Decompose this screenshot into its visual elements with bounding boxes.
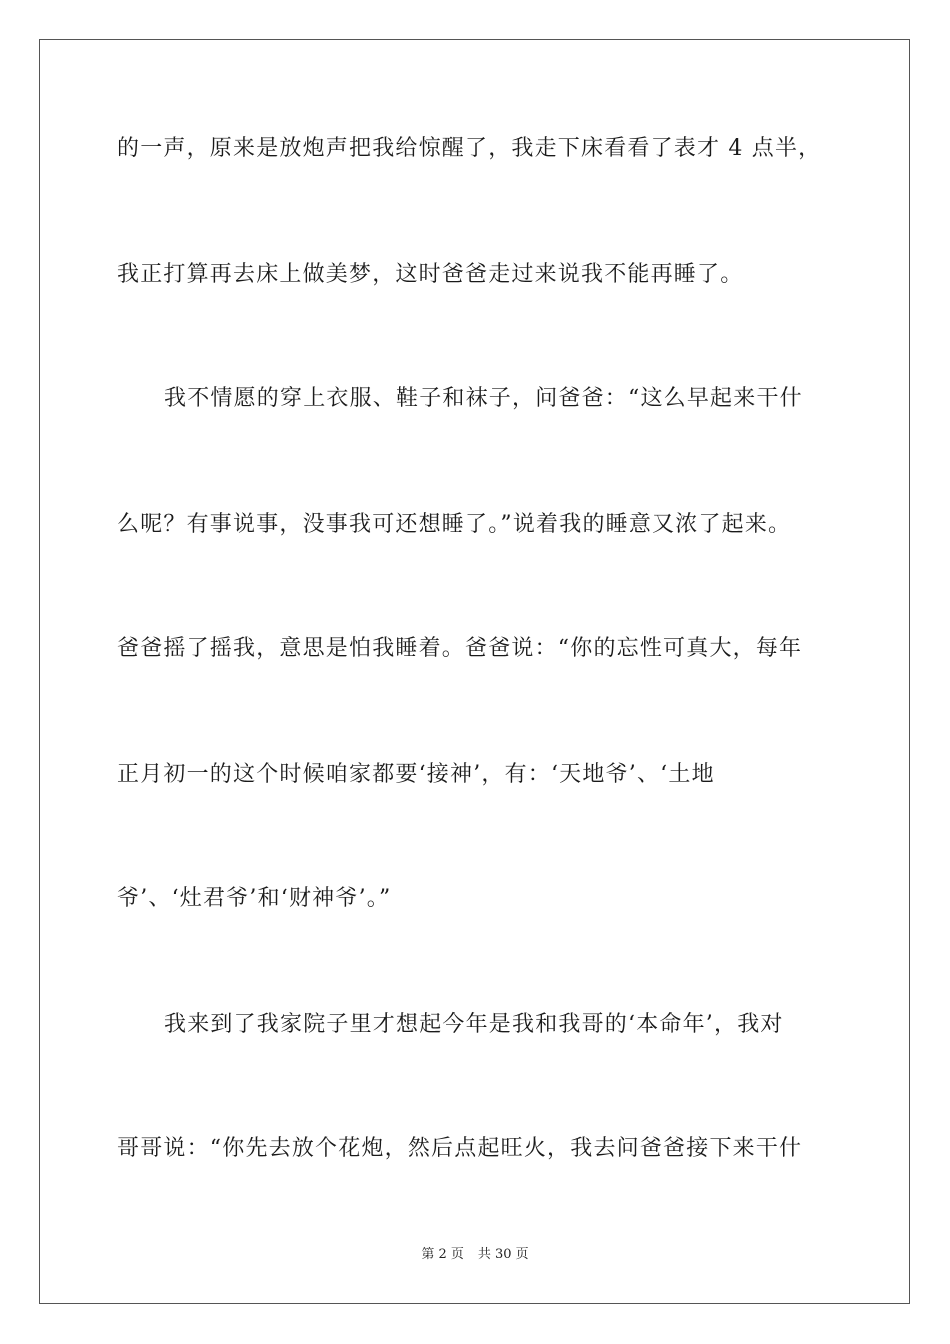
text-line: 的一声，原来是放炮声把我给惊醒了，我走下床看看了表才 4 点半， (117, 136, 822, 161)
text-line-paragraph-start: 我来到了我家院子里才想起今年是我和我哥的‘本命年’，我对 (164, 1012, 784, 1037)
text-line: 爸爸摇了摇我，意思是怕我睡着。爸爸说：“你的忘性可真大，每年 (117, 636, 803, 661)
text-line: 正月初一的这个时候咱家都要‘接神’，有：‘天地爷’、‘土地 (117, 762, 715, 787)
text-line: 我正打算再去床上做美梦，这时爸爸走过来说我不能再睡了。 (117, 262, 744, 287)
text-line: 爷’、‘灶君爷’和‘财神爷’。” (117, 886, 392, 911)
text-line: 哥哥说：“你先去放个花炮，然后点起旺火，我去问爸爸接下来干什 (117, 1136, 803, 1161)
page-total: 共 30 页 (477, 1247, 529, 1262)
text-line-paragraph-start: 我不情愿的穿上衣服、鞋子和袜子，问爸爸：“这么早起来干什 (164, 386, 803, 411)
page-footer (0, 1246, 950, 1264)
page-number: 第 2 页 (421, 1247, 464, 1262)
page-border (39, 39, 910, 1304)
text-line: 么呢？有事说事，没事我可还想睡了。”说着我的睡意又浓了起来。 (117, 512, 792, 537)
